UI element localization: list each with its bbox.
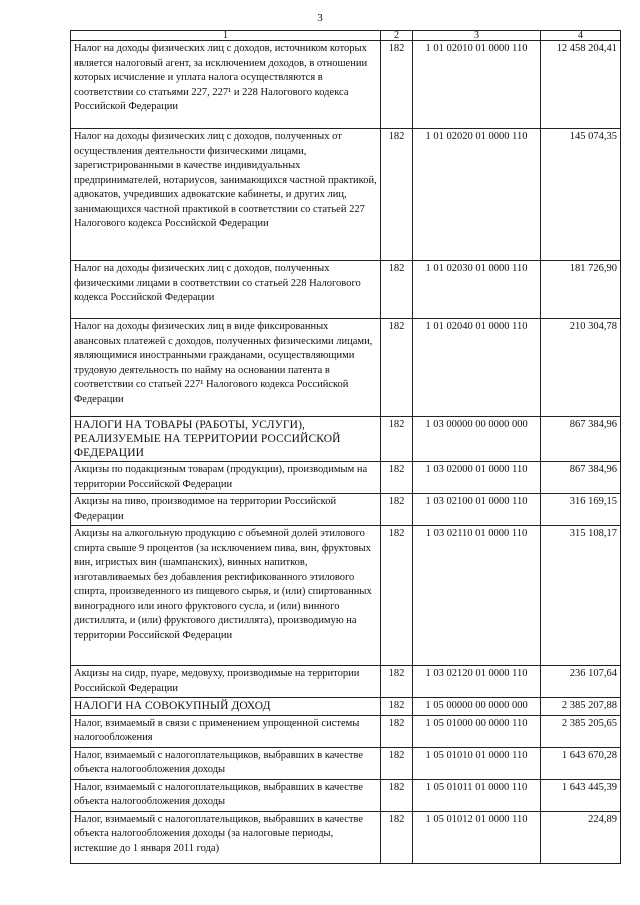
row-name: Налог на доходы физических лиц в виде фиксированных авансовых платежей с доходов, полученных физическими лицами, являющимися иностранными гражданами, осуществляющими трудовую деятельность по найму на основании патента в соответствии со статьей 227¹ Налогового кодекса Российской Федерации xyxy=(71,319,381,417)
table-row xyxy=(71,715,621,747)
row-admin-code: 182 xyxy=(381,41,413,129)
row-amount: 12 458 204,41 xyxy=(541,41,621,129)
row-name: НАЛОГИ НА СОВОКУПНЫЙ ДОХОД xyxy=(71,698,381,716)
row-admin-code: 182 xyxy=(381,715,413,747)
row-amount: 315 108,17 xyxy=(541,526,621,666)
row-admin-code: 182 xyxy=(381,319,413,417)
row-admin-code: 182 xyxy=(381,526,413,666)
table-row xyxy=(71,494,621,526)
row-amount: 2 385 205,65 xyxy=(541,715,621,747)
row-amount: 867 384,96 xyxy=(541,417,621,462)
column-header: 2 xyxy=(381,31,413,41)
row-amount: 210 304,78 xyxy=(541,319,621,417)
table-row xyxy=(71,129,621,261)
row-admin-code: 182 xyxy=(381,129,413,261)
row-amount: 181 726,90 xyxy=(541,261,621,319)
row-admin-code: 182 xyxy=(381,698,413,716)
page-number: 3 xyxy=(317,12,323,24)
row-kbk-code: 1 01 02030 01 0000 110 xyxy=(413,261,541,319)
row-kbk-code: 1 03 02110 01 0000 110 xyxy=(413,526,541,666)
table-row xyxy=(71,261,621,319)
row-amount: 867 384,96 xyxy=(541,462,621,494)
row-kbk-code: 1 01 02010 01 0000 110 xyxy=(413,41,541,129)
row-kbk-code: 1 01 02020 01 0000 110 xyxy=(413,129,541,261)
row-kbk-code: 1 05 00000 00 0000 000 xyxy=(413,698,541,716)
row-name: НАЛОГИ НА ТОВАРЫ (РАБОТЫ, УСЛУГИ), РЕАЛИЗУЕМЫЕ НА ТЕРРИТОРИИ РОССИЙСКОЙ ФЕДЕРАЦИИ xyxy=(71,417,381,462)
row-admin-code: 182 xyxy=(381,261,413,319)
column-header: 3 xyxy=(413,31,541,41)
table-row xyxy=(71,779,621,811)
row-admin-code: 182 xyxy=(381,417,413,462)
row-amount: 145 074,35 xyxy=(541,129,621,261)
row-name: Налог, взимаемый с налогоплательщиков, выбравших в качестве объекта налогообложения доходы xyxy=(71,747,381,779)
row-admin-code: 182 xyxy=(381,779,413,811)
table-row xyxy=(71,666,621,698)
table-row xyxy=(71,462,621,494)
table-row xyxy=(71,41,621,129)
revenue-table xyxy=(70,30,621,864)
row-kbk-code: 1 05 01011 01 0000 110 xyxy=(413,779,541,811)
table-row xyxy=(71,698,621,716)
table-row xyxy=(71,417,621,462)
row-name: Налог, взимаемый с налогоплательщиков, выбравших в качестве объекта налогообложения доходы xyxy=(71,779,381,811)
table-row xyxy=(71,526,621,666)
row-amount: 2 385 207,88 xyxy=(541,698,621,716)
table-row xyxy=(71,747,621,779)
row-name: Налог на доходы физических лиц с доходов, полученных от осуществления деятельности физическими лицами, зарегистрированными в качестве индивидуальных предпринимателей, нотариусов, занимающихся частной практикой, адвокатов, учредивших адвокатские кабинеты, и других лиц, занимающихся частной практикой в соответствии со статьей 227 Налогового кодекса Российской Федерации xyxy=(71,129,381,261)
row-name: Акцизы по подакцизным товарам (продукции), производимым на территории Российской Федерации xyxy=(71,462,381,494)
row-name: Налог, взимаемый с налогоплательщиков, выбравших в качестве объекта налогообложения доходы (за налоговые периоды, истекшие до 1 января 2011 года) xyxy=(71,811,381,863)
row-amount: 316 169,15 xyxy=(541,494,621,526)
row-kbk-code: 1 05 01010 01 0000 110 xyxy=(413,747,541,779)
row-name: Акцизы на пиво, производимое на территории Российской Федерации xyxy=(71,494,381,526)
row-name: Налог на доходы физических лиц с доходов, источником которых является налоговый агент, за исключением доходов, в отношении которых исчисление и уплата налога осуществляются в соответствии со статьями 227, 227¹ и 228 Налогового кодекса Российской Федерации xyxy=(71,41,381,129)
column-header: 1 xyxy=(71,31,381,41)
row-name: Налог на доходы физических лиц с доходов, полученных физическими лицами в соответствии со статьей 228 Налогового кодекса Российской Федерации xyxy=(71,261,381,319)
row-admin-code: 182 xyxy=(381,666,413,698)
row-admin-code: 182 xyxy=(381,494,413,526)
row-amount: 224,89 xyxy=(541,811,621,863)
row-kbk-code: 1 03 02000 01 0000 110 xyxy=(413,462,541,494)
row-name: Акцизы на алкогольную продукцию с объемной долей этилового спирта свыше 9 процентов (за исключением пива, вин, фруктовых вин, игристых вин (шампанских), винных напитков, изготавливаемых без добавления ректификованного этилового спирта, произведенного из пищевого сырья, и (или) спиртованных виноградного или иного фруктового сусла, и (или) винного дистиллята, и (или) фруктового дистиллята), производимую на территории Российской Федерации xyxy=(71,526,381,666)
row-admin-code: 182 xyxy=(381,811,413,863)
table-row xyxy=(71,811,621,863)
row-kbk-code: 1 03 02120 01 0000 110 xyxy=(413,666,541,698)
row-amount: 236 107,64 xyxy=(541,666,621,698)
row-kbk-code: 1 03 00000 00 0000 000 xyxy=(413,417,541,462)
row-amount: 1 643 445,39 xyxy=(541,779,621,811)
row-name: Акцизы на сидр, пуаре, медовуху, производимые на территории Российской Федерации xyxy=(71,666,381,698)
table-row xyxy=(71,319,621,417)
row-kbk-code: 1 03 02100 01 0000 110 xyxy=(413,494,541,526)
row-kbk-code: 1 01 02040 01 0000 110 xyxy=(413,319,541,417)
row-kbk-code: 1 05 01012 01 0000 110 xyxy=(413,811,541,863)
row-amount: 1 643 670,28 xyxy=(541,747,621,779)
header-row xyxy=(71,31,621,41)
row-name: Налог, взимаемый в связи с применением упрощенной системы налогообложения xyxy=(71,715,381,747)
row-kbk-code: 1 05 01000 00 0000 110 xyxy=(413,715,541,747)
row-admin-code: 182 xyxy=(381,462,413,494)
row-admin-code: 182 xyxy=(381,747,413,779)
column-header: 4 xyxy=(541,31,621,41)
